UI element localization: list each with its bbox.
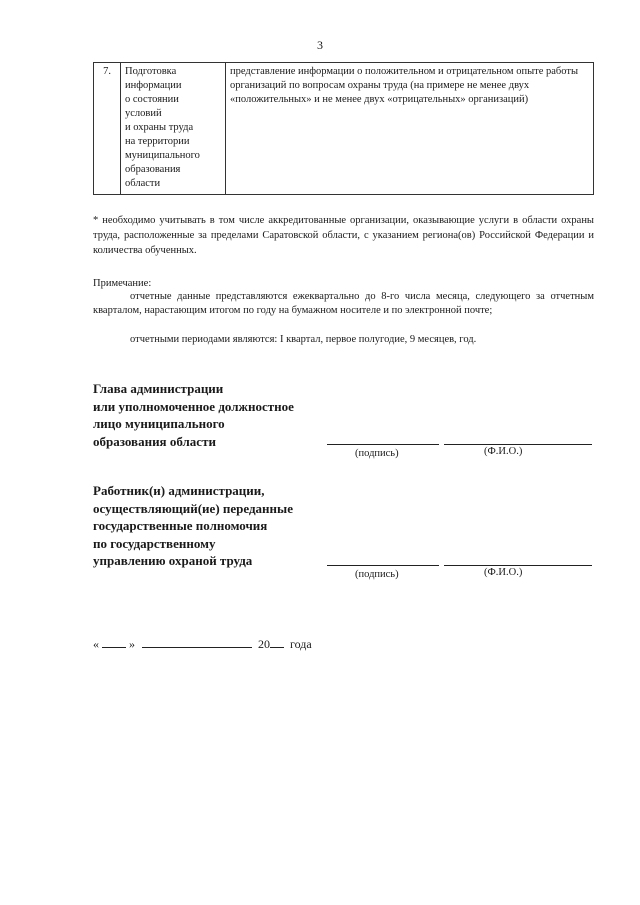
day-blank[interactable] xyxy=(102,636,126,648)
name-line-1[interactable] xyxy=(444,444,592,445)
row-number: 7. xyxy=(94,63,121,195)
page-number: 3 xyxy=(317,38,323,52)
date-line xyxy=(93,636,312,652)
signature-title-line: по государственному xyxy=(93,535,216,551)
row-name-line: муниципального xyxy=(125,150,200,161)
row-name-line: области xyxy=(125,178,161,189)
row-name-line: и охраны труда xyxy=(125,122,194,133)
signature-block-2-title xyxy=(93,482,293,570)
row-description: представление информации о положительном и отрицательном опыте работы организаций по вопросам охраны труда (на примере не менее двух «положительных» и не менее двух «отрицательных» организаций) xyxy=(226,63,594,195)
note-paragraph-1: отчетные данные представляются ежеквартально до 8-го числа месяца, следующего за отчетным кварталом, нарастающим итогом по году на бумажном носителе и по электронной почте; xyxy=(93,291,594,316)
row-name-line: условий xyxy=(125,108,162,119)
signature-title-line: Работник(и) администрации, xyxy=(93,483,265,498)
signature-title-line: образования области xyxy=(93,433,216,449)
signature-caption-1: (подпись) xyxy=(355,448,399,459)
year-prefix: 20 xyxy=(258,637,270,651)
signature-line-1[interactable] xyxy=(327,444,439,445)
year-blank[interactable] xyxy=(270,636,284,648)
row-name-line: о состоянии xyxy=(125,94,179,105)
note-title: Примечание: xyxy=(93,278,152,289)
footnote: * необходимо учитывать в том числе аккредитованные организации, оказывающие услуги в области охраны труда, расположенные за пределами Саратовской области, с указанием региона(ов) Российской Федерации и количества обученных. xyxy=(93,215,594,256)
row-name-line: информации xyxy=(125,80,182,91)
note-paragraph-2: отчетными периодами являются: I квартал, первое полугодие, 9 месяцев, год. xyxy=(130,334,477,345)
row-name-line: на территории xyxy=(125,136,190,147)
signature-title-line: государственные полномочия xyxy=(93,518,268,533)
month-blank[interactable] xyxy=(142,636,252,648)
name-caption-2: (Ф.И.О.) xyxy=(484,567,523,578)
name-line-2[interactable] xyxy=(444,565,592,566)
row-name-line: образования xyxy=(125,164,181,175)
date-open-quote: « xyxy=(93,637,99,651)
signature-block-1-title xyxy=(93,380,294,450)
signature-title-line: Глава администрации xyxy=(93,381,224,396)
signature-line-2[interactable] xyxy=(327,565,439,566)
row-name-line: Подготовка xyxy=(125,66,177,77)
signature-title-line: лицо муниципального xyxy=(93,416,225,431)
name-caption-1: (Ф.И.О.) xyxy=(484,446,523,457)
date-close-quote: » xyxy=(129,637,135,651)
signature-title-line: осуществляющий(ие) переданные xyxy=(93,500,293,516)
table-row xyxy=(94,63,594,195)
year-suffix: года xyxy=(290,637,312,651)
report-table xyxy=(93,62,594,195)
signature-caption-2: (подпись) xyxy=(355,569,399,580)
row-name-cell xyxy=(121,63,226,195)
signature-title-line: или уполномоченное должностное xyxy=(93,398,294,414)
signature-title-line: управлению охраной труда xyxy=(93,553,253,568)
